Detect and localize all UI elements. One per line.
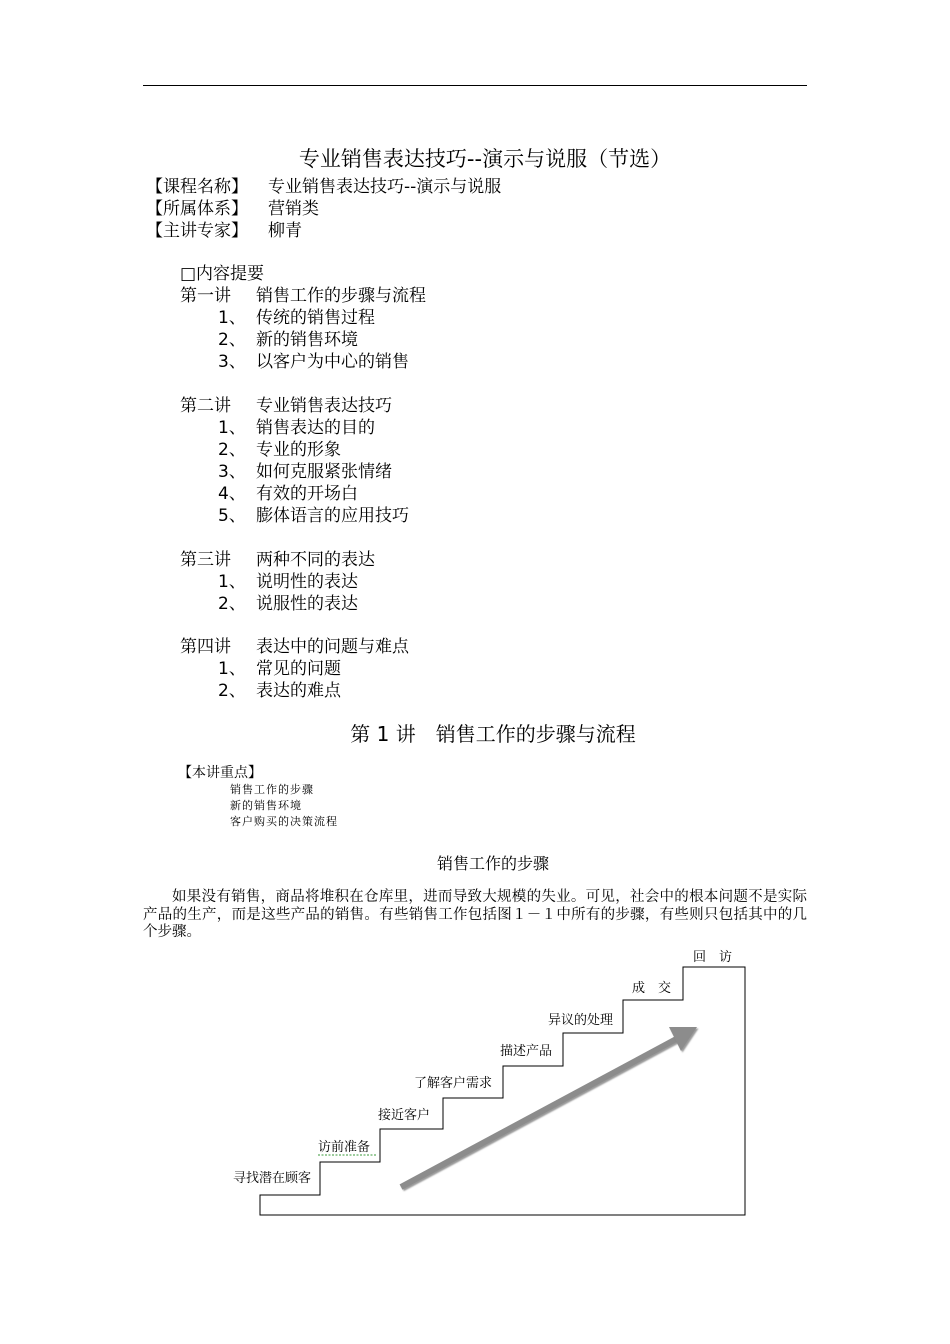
toc-item: 新的销售环境 [256, 330, 358, 350]
toc-item-num: 3、 [218, 462, 246, 482]
body-paragraph: 如果没有销售，商品将堆积在仓库里，进而导致大规模的失业。可见，社会中的根本问题不是实际产品的生产，而是这些产品的销售。有些销售工作包括图１－１中所有的步骤，有些则只包括其中的几个步骤。 [143, 889, 807, 940]
toc-lecture-name: 第四讲 [180, 637, 231, 657]
toc-item: 传统的销售过程 [256, 308, 375, 328]
lecture1-heading: 第 1 讲 销售工作的步骤与流程 [350, 722, 636, 746]
toc-item-num: 2、 [218, 330, 246, 350]
toc-item: 表达的难点 [256, 681, 341, 701]
toc-item-num: 3、 [218, 352, 246, 372]
toc-item: 说明性的表达 [256, 572, 358, 592]
focus-item: 新的销售环境 [230, 799, 302, 812]
toc-lecture-title: 两种不同的表达 [256, 550, 375, 570]
toc-item: 销售表达的目的 [256, 418, 375, 438]
focus-heading: 【本讲重点】 [178, 765, 262, 781]
document-title: 专业销售表达技巧--演示与说服（节选） [298, 147, 672, 171]
focus-item: 销售工作的步骤 [230, 783, 314, 796]
toc-item-num: 4、 [218, 484, 246, 504]
step-label: 寻找潜在顾客 [233, 1171, 312, 1186]
toc-item: 以客户为中心的销售 [256, 352, 409, 372]
step-label: 访前准备 [318, 1140, 371, 1155]
toc-heading: □内容提要 [180, 264, 265, 284]
toc-item: 专业的形象 [256, 440, 341, 460]
meta-value: 营销类 [268, 199, 319, 219]
toc-lecture-title: 专业销售表达技巧 [256, 396, 392, 416]
meta-value: 专业销售表达技巧--演示与说服 [268, 177, 502, 197]
step-label: 了解客户需求 [414, 1076, 493, 1091]
step-label: 成 交 [632, 981, 672, 996]
step-label: 接近客户 [378, 1108, 431, 1123]
toc-item-num: 1、 [218, 572, 246, 592]
step-label: 异议的处理 [548, 1013, 614, 1028]
toc-item-num: 2、 [218, 594, 246, 614]
toc-item-num: 1、 [218, 659, 246, 679]
staircase-outline [260, 967, 745, 1215]
toc-item-num: 1、 [218, 418, 246, 438]
toc-item-num: 5、 [218, 506, 246, 526]
toc-item: 膨体语言的应用技巧 [256, 506, 409, 526]
step-label: 回 访 [693, 950, 733, 965]
toc-item: 说服性的表达 [256, 594, 358, 614]
toc-lecture-title: 表达中的问题与难点 [256, 637, 409, 657]
meta-label: 【主讲专家】 [146, 221, 248, 241]
toc-item-num: 2、 [218, 681, 246, 701]
step-label: 描述产品 [500, 1044, 553, 1059]
toc-item: 如何克服紧张情绪 [256, 462, 392, 482]
toc-lecture-name: 第三讲 [180, 550, 231, 570]
toc-item-num: 2、 [218, 440, 246, 460]
meta-value: 柳青 [268, 221, 302, 241]
focus-item: 客户购买的决策流程 [230, 815, 338, 828]
toc-item-num: 1、 [218, 308, 246, 328]
toc-lecture-name: 第一讲 [180, 286, 231, 306]
meta-label: 【课程名称】 [146, 177, 248, 197]
toc-item: 有效的开场白 [256, 484, 358, 504]
toc-lecture-title: 销售工作的步骤与流程 [256, 286, 426, 306]
toc-item: 常见的问题 [256, 659, 341, 679]
meta-label: 【所属体系】 [146, 199, 248, 219]
section-heading: 销售工作的步骤 [436, 854, 549, 873]
toc-lecture-name: 第二讲 [180, 396, 231, 416]
